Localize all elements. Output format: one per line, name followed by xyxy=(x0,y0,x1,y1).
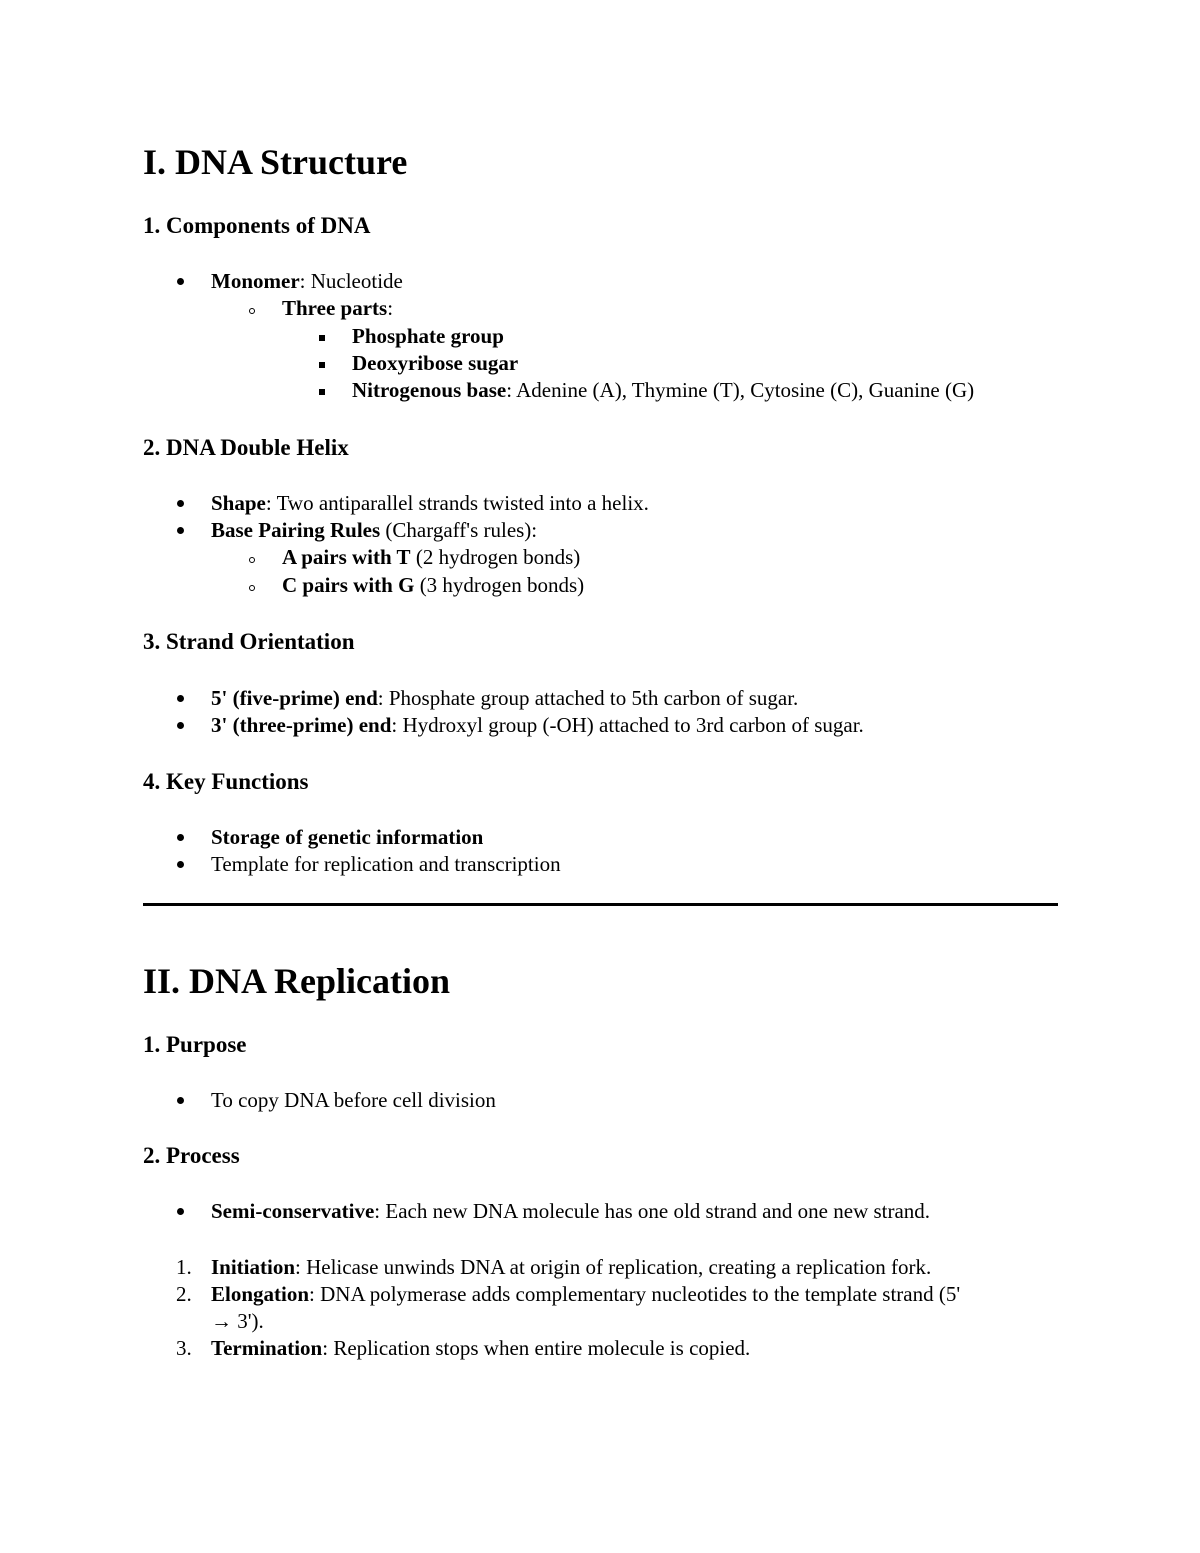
bullet-square-icon xyxy=(319,389,325,395)
three-prime-value: : Hydroxyl group (-OH) attached to 3rd carbon of sugar. xyxy=(391,713,864,737)
at-pair-label: A pairs with T xyxy=(282,545,411,569)
template-item: Template for replication and transcription xyxy=(211,852,561,876)
process-heading: 2. Process xyxy=(143,1143,240,1168)
phosphate-label: Phosphate group xyxy=(352,324,504,348)
rules-item xyxy=(211,517,537,544)
initiation-label: Initiation xyxy=(211,1255,296,1279)
rules-label: Base Pairing Rules xyxy=(211,518,381,542)
bullet-dot-icon xyxy=(177,695,184,702)
cg-pair-item xyxy=(282,572,584,599)
section-2-title: II. DNA Replication xyxy=(143,961,451,1001)
sugar-label: Deoxyribose sugar xyxy=(352,351,519,375)
bullet-square-icon xyxy=(319,335,325,341)
bullet-dot-icon xyxy=(177,834,184,841)
three-prime-label: 3' (three-prime) end xyxy=(211,713,392,737)
elongation-continuation: → 3'). xyxy=(211,1309,264,1333)
initiation-item xyxy=(211,1254,931,1281)
termination-label: Termination xyxy=(211,1336,323,1360)
bullet-dot-icon xyxy=(177,278,184,285)
base-value: : Adenine (A), Thymine (T), Cytosine (C), Guanine (G) xyxy=(506,378,975,402)
semi-conservative-label: Semi-conservative xyxy=(211,1199,375,1223)
three-parts-label: Three parts xyxy=(282,296,388,320)
shape-item xyxy=(211,490,649,517)
storage-label: Storage of genetic information xyxy=(211,825,484,849)
elongation-value: : DNA polymerase adds complementary nucleotides to the template strand (5' xyxy=(309,1282,961,1306)
three-parts-item xyxy=(282,295,393,322)
functions-heading: 4. Key Functions xyxy=(143,769,309,794)
three-parts-colon: : xyxy=(387,296,394,320)
termination-item xyxy=(211,1335,750,1362)
bullet-square-icon xyxy=(319,362,325,368)
at-pair-item xyxy=(282,544,580,571)
purpose-item: To copy DNA before cell division xyxy=(211,1088,496,1112)
shape-label: Shape xyxy=(211,491,266,515)
bullet-circle-icon xyxy=(249,308,255,314)
section-1-title: I. DNA Structure xyxy=(143,142,408,182)
purpose-heading: 1. Purpose xyxy=(143,1032,247,1057)
step-number: 2. xyxy=(176,1282,192,1306)
five-prime-label: 5' (five-prime) end xyxy=(211,686,378,710)
semi-conservative-item xyxy=(211,1198,930,1225)
storage-item xyxy=(211,824,483,851)
bullet-dot-icon xyxy=(177,1208,184,1215)
bullet-circle-icon xyxy=(249,557,255,563)
elongation-item xyxy=(211,1281,960,1308)
orientation-heading: 3. Strand Orientation xyxy=(143,629,355,654)
helix-heading: 2. DNA Double Helix xyxy=(143,435,349,460)
monomer-item xyxy=(211,268,403,295)
cg-pair-label: C pairs with G xyxy=(282,573,415,597)
elongation-label: Elongation xyxy=(211,1282,310,1306)
monomer-value: : Nucleotide xyxy=(299,269,403,293)
rules-value: (Chargaff's rules): xyxy=(380,518,538,542)
sugar-item xyxy=(352,350,518,377)
initiation-value: : Helicase unwinds DNA at origin of replication, creating a replication fork. xyxy=(295,1255,932,1279)
semi-conservative-value: : Each new DNA molecule has one old strand and one new strand. xyxy=(374,1199,931,1223)
step-number: 1. xyxy=(176,1255,192,1279)
step-number: 3. xyxy=(176,1336,192,1360)
components-heading: 1. Components of DNA xyxy=(143,213,371,238)
bullet-dot-icon xyxy=(177,500,184,507)
termination-value: : Replication stops when entire molecule is copied. xyxy=(322,1336,751,1360)
base-item xyxy=(352,377,974,404)
horizontal-divider xyxy=(143,903,1058,906)
three-prime-item xyxy=(211,712,864,739)
bullet-dot-icon xyxy=(177,527,184,534)
five-prime-item xyxy=(211,685,798,712)
shape-value: : Two antiparallel strands twisted into a helix. xyxy=(265,491,649,515)
at-pair-value: (2 hydrogen bonds) xyxy=(410,545,581,569)
bullet-dot-icon xyxy=(177,1097,184,1104)
bullet-circle-icon xyxy=(249,585,255,591)
cg-pair-value: (3 hydrogen bonds) xyxy=(414,573,585,597)
phosphate-item xyxy=(352,323,504,350)
base-label: Nitrogenous base xyxy=(352,378,507,402)
bullet-dot-icon xyxy=(177,861,184,868)
monomer-label: Monomer xyxy=(211,269,300,293)
bullet-dot-icon xyxy=(177,722,184,729)
five-prime-value: : Phosphate group attached to 5th carbon of sugar. xyxy=(377,686,799,710)
